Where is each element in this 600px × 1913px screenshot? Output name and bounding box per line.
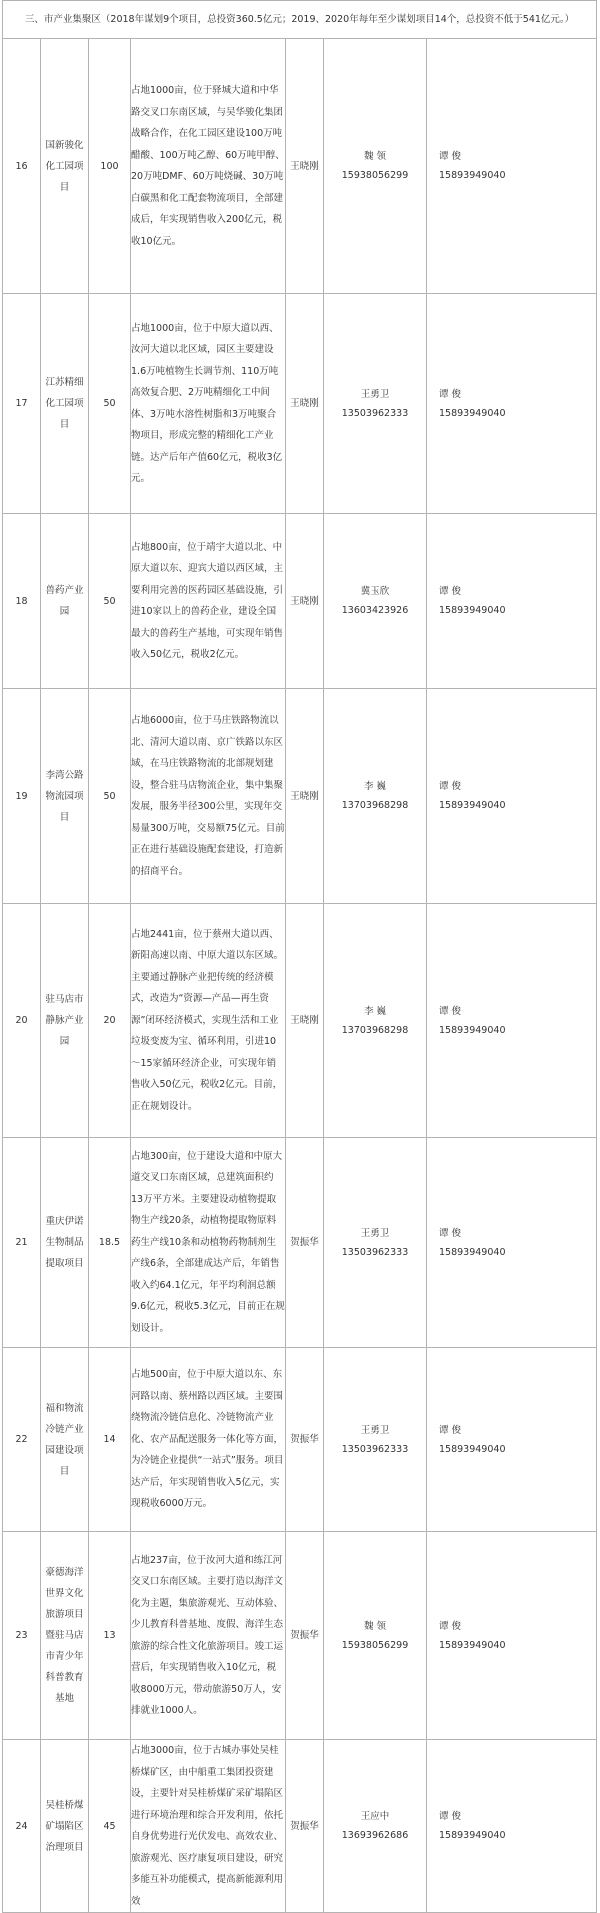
table-row <box>3 1348 597 1532</box>
liaison-phone: 15893949040 <box>439 1443 506 1455</box>
project-name: 吴桂桥煤矿塌陷区治理项目 <box>41 1740 89 1913</box>
contact-name: 王勇卫 <box>360 388 390 400</box>
contact-phone: 15938056299 <box>341 1639 409 1651</box>
table-row <box>3 1138 597 1348</box>
liaison-phone: 15893949040 <box>439 1830 506 1841</box>
contact-phone: 13503962333 <box>341 1443 409 1455</box>
project-name: 驻马店市静脉产业园 <box>41 904 89 1138</box>
liaison-cell <box>427 904 597 1138</box>
liaison-phone: 15893949040 <box>439 170 506 181</box>
liaison-phone: 15893949040 <box>439 605 506 616</box>
investment-amount: 18.5 <box>89 1138 131 1348</box>
project-name: 兽药产业园 <box>41 514 89 689</box>
contact-phone: 13603423926 <box>341 605 409 616</box>
responsible-leader: 贺振华 <box>286 1740 324 1913</box>
project-description: 占地237亩，位于汝河大道和练江河交叉口东南区域。主要打造以海洋文化为主题，集旅游观光、互动体验、少儿教育科普基地、度假、海洋生态旅游的综合性文化旅游项目。竣工运营后，年实现销售收入10亿元，税收8000万元，带动旅游50万人，安排就业1000人。 <box>131 1532 286 1740</box>
contact-phone: 13703968298 <box>341 1024 409 1036</box>
investment-amount: 14 <box>89 1348 131 1532</box>
contact-cell <box>324 1532 427 1740</box>
liaison-name: 谭 俊 <box>439 1424 462 1436</box>
contact-name: 王勇卫 <box>360 1424 390 1436</box>
responsible-leader: 王晓刚 <box>286 294 324 514</box>
table-row <box>3 294 597 514</box>
section-header-row <box>3 1 597 39</box>
liaison-name: 谭 俊 <box>439 1005 462 1017</box>
investment-amount: 100 <box>89 39 131 294</box>
row-number: 21 <box>3 1138 41 1348</box>
contact-name: 王勇卫 <box>360 1227 390 1239</box>
project-table <box>2 0 597 1913</box>
row-number: 17 <box>3 294 41 514</box>
project-name: 李湾公路物流园项目 <box>41 689 89 904</box>
liaison-name: 谭 俊 <box>439 151 462 162</box>
investment-amount: 13 <box>89 1532 131 1740</box>
contact-phone: 13693962686 <box>341 1830 409 1841</box>
table-row <box>3 1740 597 1913</box>
investment-amount: 50 <box>89 689 131 904</box>
contact-cell <box>324 689 427 904</box>
table-row <box>3 1532 597 1740</box>
liaison-name: 谭 俊 <box>439 781 462 792</box>
responsible-leader: 王晓刚 <box>286 904 324 1138</box>
liaison-cell <box>427 514 597 689</box>
project-description: 占地500亩，位于中原大道以东、东河路以南、蔡州路以西区域。主要围绕物流冷链信息化、冷链物流产业化、农产品配送服务一体化等方面，为冷链企业提供“一站式”服务。项目达产后，年实现销售收入5亿元，实现税收6000万元。 <box>131 1348 286 1532</box>
liaison-name: 谭 俊 <box>439 1811 462 1822</box>
contact-phone: 13503962333 <box>341 407 409 419</box>
contact-cell <box>324 1348 427 1532</box>
contact-name: 魏 领 <box>363 151 387 162</box>
contact-name: 魏 领 <box>363 1620 387 1632</box>
responsible-leader: 王晓刚 <box>286 39 324 294</box>
liaison-cell <box>427 1138 597 1348</box>
project-name: 重庆伊诺生物制品提取项目 <box>41 1138 89 1348</box>
contact-cell <box>324 514 427 689</box>
row-number: 23 <box>3 1532 41 1740</box>
contact-cell <box>324 294 427 514</box>
project-description: 占地3000亩，位于古城办事处吴桂桥煤矿区，由中船重工集团投资建设，主要针对吴桂桥煤矿采矿塌陷区进行环境治理和综合开发利用，依托自身优势进行光伏发电、高效农业、旅游观光、医疗康复项目建设，研究多能互补功能模式，提高新能源利用效 <box>131 1740 286 1913</box>
contact-phone: 15938056299 <box>341 170 409 181</box>
table-row <box>3 39 597 294</box>
project-description: 占地6000亩，位于马庄铁路物流以北、清河大道以南、京广铁路以东区域，在马庄铁路物流的北部规划建设，整合驻马店物流企业，集中集聚发展，服务半径300公里，实现年交易量300万吨，交易额75亿元。目前正在进行基础设施配套建设，打造新的招商平台。 <box>131 689 286 904</box>
liaison-phone: 15893949040 <box>439 800 506 811</box>
contact-phone: 13703968298 <box>341 800 409 811</box>
row-number: 16 <box>3 39 41 294</box>
contact-cell <box>324 39 427 294</box>
row-number: 18 <box>3 514 41 689</box>
row-number: 20 <box>3 904 41 1138</box>
liaison-name: 谭 俊 <box>439 1620 462 1632</box>
project-name: 国新骏化化工园项目 <box>41 39 89 294</box>
row-number: 24 <box>3 1740 41 1913</box>
liaison-cell <box>427 1740 597 1913</box>
liaison-phone: 15893949040 <box>439 1024 506 1036</box>
liaison-phone: 15893949040 <box>439 1246 506 1258</box>
investment-amount: 50 <box>89 514 131 689</box>
project-description: 占地300亩，位于建设大道和中原大道交叉口东南区域，总建筑面积约13万平方米。主要建设动植物提取物生产线20条，动植物提取物原料药生产线10条和动植物药物制剂生产线6条，全部建成达产后，年销售收入约64.1亿元，年平均利润总额9.6亿元，税收5.3亿元，目前正在规划设计。 <box>131 1138 286 1348</box>
project-description: 占地2441亩，位于蔡州大道以西、新阳高速以南、中原大道以东区域。主要通过静脉产业把传统的经济模式，改造为“资源—产品—再生资源”闭环经济模式，实现生活和工业垃圾变废为宝、循环利用，引进10～15家循环经济企业，可实现年销售收入50亿元，税收2亿元。目前，正在规划设计。 <box>131 904 286 1138</box>
contact-name: 李 巍 <box>363 1005 387 1017</box>
contact-phone: 13503962333 <box>341 1246 409 1258</box>
table-row <box>3 904 597 1138</box>
project-name: 豪德海洋世界文化旅游项目暨驻马店市青少年科普教育基地 <box>41 1532 89 1740</box>
table-row <box>3 514 597 689</box>
investment-amount: 45 <box>89 1740 131 1913</box>
investment-amount: 50 <box>89 294 131 514</box>
contact-cell <box>324 1740 427 1913</box>
contact-name: 冀玉欣 <box>360 586 390 597</box>
liaison-cell <box>427 294 597 514</box>
responsible-leader: 王晓刚 <box>286 689 324 904</box>
project-description: 占地1000亩，位于驿城大道和中华路交叉口东南区域，与吴华骏化集团战略合作，在化工园区建设100万吨醋酸、100万吨乙醇、60万吨甲醇、20万吨DMF、60万吨烧碱、30万吨白碳黑和化工配套物流项目，全部建成后，年实现销售收入200亿元，税收10亿元。 <box>131 39 286 294</box>
liaison-cell <box>427 39 597 294</box>
contact-name: 王应中 <box>360 1811 390 1822</box>
responsible-leader: 贺振华 <box>286 1532 324 1740</box>
contact-cell <box>324 1138 427 1348</box>
project-description: 占地800亩，位于靖宇大道以北、中原大道以东、迎宾大道以西区域，主要利用完善的医药园区基础设施，引进10家以上的兽药企业，建设全国最大的兽药生产基地，可实现年销售收入50亿元，税收2亿元。 <box>131 514 286 689</box>
liaison-name: 谭 俊 <box>439 388 462 400</box>
liaison-phone: 15893949040 <box>439 1639 506 1651</box>
liaison-name: 谭 俊 <box>439 1227 462 1239</box>
responsible-leader: 贺振华 <box>286 1348 324 1532</box>
investment-amount: 20 <box>89 904 131 1138</box>
row-number: 22 <box>3 1348 41 1532</box>
project-description: 占地1000亩，位于中原大道以西、汝河大道以北区域，园区主要建设1.6万吨植物生长调节剂、110万吨高效复合肥、2万吨精细化工中间体、3万吨水溶性树脂和3万吨聚合物项目，形成完整的精细化工产业链。达产后年产值60亿元，税收3亿元。 <box>131 294 286 514</box>
responsible-leader: 贺振华 <box>286 1138 324 1348</box>
section-header: 三、市产业集聚区（2018年谋划9个项目，总投资360.5亿元；2019、2020年每年至少谋划项目14个，总投资不低于541亿元。） <box>3 1 597 39</box>
table-row <box>3 689 597 904</box>
contact-cell <box>324 904 427 1138</box>
liaison-cell <box>427 689 597 904</box>
liaison-name: 谭 俊 <box>439 586 462 597</box>
project-name: 江苏精细化工园项目 <box>41 294 89 514</box>
liaison-cell <box>427 1532 597 1740</box>
contact-name: 李 巍 <box>363 781 387 792</box>
row-number: 19 <box>3 689 41 904</box>
responsible-leader: 王晓刚 <box>286 514 324 689</box>
liaison-cell <box>427 1348 597 1532</box>
liaison-phone: 15893949040 <box>439 407 506 419</box>
project-name: 福和物流冷链产业园建设项目 <box>41 1348 89 1532</box>
